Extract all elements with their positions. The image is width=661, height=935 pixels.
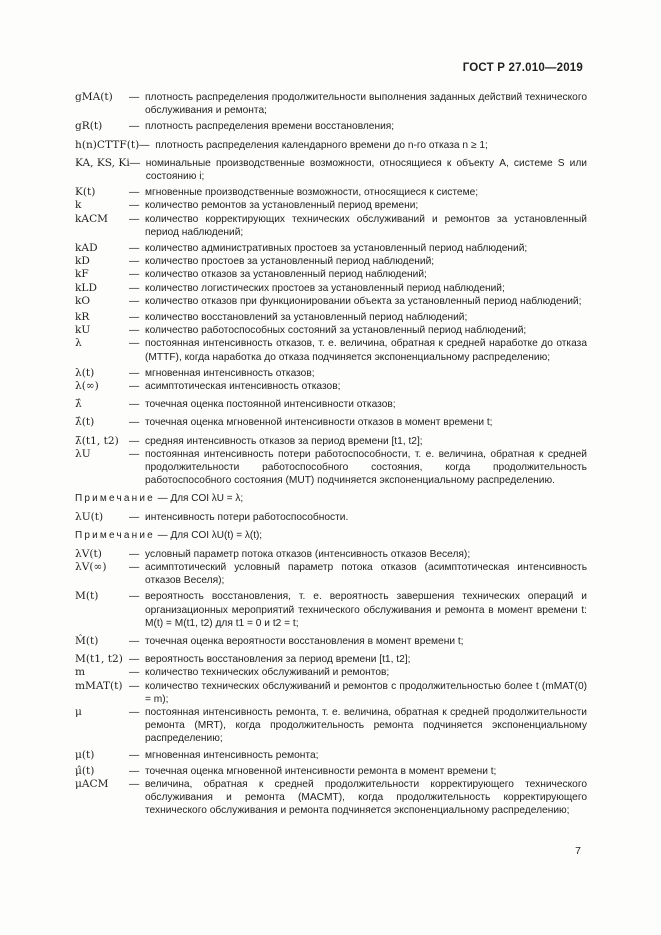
symbol: K(t) [75, 186, 96, 199]
dash: — [129, 511, 140, 523]
dash: — [129, 187, 140, 199]
definition: количество работоспособных состояний за установленный период наблюдений; [145, 325, 527, 337]
symbol: λU(t) [75, 510, 104, 523]
definition: количество логистических простоев за установленный период наблюдений; [145, 282, 505, 294]
symbol: λ̂ [75, 398, 82, 411]
definition: количество отказов при функционировании объекта за установленный период наблюдений; [145, 295, 582, 307]
list-item [75, 295, 587, 308]
dash: — [129, 448, 140, 460]
symbol: k [75, 199, 82, 212]
symbol: λ [75, 337, 82, 350]
dash: — [129, 92, 140, 103]
symbol: μACM [75, 777, 109, 790]
definition: постоянная интенсивность отказов, т. е. величина, обратная к средней наработке до отказа (MTTF), когда наработка до отказа подчиняется экспоненциальному распределению; [145, 338, 587, 363]
list-item [75, 435, 587, 448]
note [75, 529, 587, 543]
dash: — [129, 749, 140, 761]
list-item [75, 324, 587, 337]
symbol: μ [75, 705, 82, 718]
definition: количество восстановлений за установленный период наблюдений; [145, 312, 468, 324]
list-item [75, 448, 587, 488]
list-item [75, 367, 587, 380]
dash: — [129, 295, 140, 307]
list-item [75, 186, 587, 199]
definition: вероятность восстановления за период времени [t1, t2]; [145, 654, 411, 666]
dash: — [129, 256, 140, 268]
dash: — [129, 765, 140, 777]
symbol: λ(∞) [75, 380, 99, 393]
symbol: gR(t) [75, 120, 103, 133]
definition: асимптотическая интенсивность отказов; [145, 381, 341, 393]
list-item [75, 653, 587, 666]
symbol: λV(t) [75, 547, 102, 560]
dash: — [129, 121, 140, 133]
dash: — [129, 325, 140, 337]
symbol: λ̄(t1, t2) [75, 434, 119, 447]
definition: плотность распределения времени восстановления; [145, 121, 395, 133]
definition: количество отказов за установленный период наблюдений; [145, 269, 427, 281]
definition: интенсивность потери работоспособности. [145, 511, 349, 523]
definition: условный параметр потока отказов (интенсивность отказов Веселя); [145, 548, 471, 560]
definition: мгновенные производственные возможности, относящиеся к системе; [145, 187, 479, 199]
dash: — [129, 213, 140, 225]
list-item [75, 91, 587, 117]
dash: — [129, 561, 140, 573]
list-item [75, 337, 587, 363]
symbol: mMAT(t) [75, 679, 123, 692]
definition: плотность распределения продолжительности выполнения заданных действий технического обслуживания и ремонта; [145, 92, 587, 117]
definition: точечная оценка мгновенной интенсивности отказов в момент времени t; [145, 417, 493, 429]
dash: — [129, 548, 140, 560]
list-item [75, 380, 587, 393]
symbol: M(t) [75, 590, 99, 603]
definition: постоянная интенсивность потери работоспособности, т. е. величина, обратная к средней продолжительности работоспособного состояния, когда продолжительность работоспособного состояния (MUT) подчиняется экспоненциальному распределению. [145, 448, 587, 487]
definition: количество технических обслуживаний и ремонтов с продолжительностью более t (mMAT(0) = m); [145, 680, 587, 705]
list-item [75, 666, 587, 679]
definition: плотность распределения календарного времени до n-го отказа n ≥ 1; [155, 139, 488, 151]
dash: — [129, 654, 140, 666]
symbol: λV(∞) [75, 560, 107, 573]
dash: — [129, 367, 140, 379]
dash: — [129, 243, 140, 255]
list-item [75, 242, 587, 255]
dash: — [139, 139, 150, 151]
symbol: λU [75, 447, 91, 460]
dash: — [129, 399, 140, 411]
symbol: kD [75, 255, 90, 268]
document-header: ГОСТ Р 27.010—2019 [462, 62, 583, 74]
symbol: λ(t) [75, 366, 95, 379]
note [75, 492, 587, 506]
definition: количество технических обслуживаний и ремонтов; [145, 667, 390, 679]
dash: — [129, 635, 140, 647]
symbol: kU [75, 324, 91, 337]
symbol: μ(t) [75, 748, 95, 761]
symbol: kR [75, 311, 90, 324]
list-item [75, 120, 587, 133]
symbol: m [75, 666, 86, 679]
definition: средняя интенсивность отказов за период времени [t1, t2]; [145, 435, 423, 447]
note-label: Примечание [75, 530, 155, 542]
list-item [75, 778, 587, 818]
definition: асимптотический условный параметр потока отказов (асимптотическая интенсивность отказов Веселя); [145, 561, 587, 587]
symbol: λ̂(t) [75, 416, 95, 429]
definition: точечная оценка вероятности восстановления в момент времени t; [145, 635, 464, 647]
symbol: M(t1, t2) [75, 653, 123, 666]
symbol: h(n)CTTF(t) [75, 138, 140, 151]
list-item [75, 199, 587, 212]
list-item [75, 398, 587, 411]
definition: мгновенная интенсивность отказов; [145, 367, 315, 379]
symbol: M̂(t) [75, 634, 99, 647]
symbol: kAD [75, 242, 98, 255]
symbol: kLD [75, 281, 97, 294]
symbol: kF [75, 268, 89, 281]
dash: — [129, 778, 140, 790]
list-item [75, 749, 587, 762]
list-item [75, 706, 587, 746]
symbol: gMA(t) [75, 91, 113, 103]
page-number: 7 [575, 845, 581, 857]
note-text: — Для COI λU = λ; [157, 493, 244, 505]
list-item [75, 635, 587, 648]
note-label: Примечание [75, 493, 155, 505]
list-item [75, 590, 587, 630]
definition: постоянная интенсивность ремонта, т. е. величина, обратная к средней продолжительности ремонта (MRT), когда продолжительность ремонта подчиняется экспоненциальному распределению; [145, 706, 587, 745]
note-text: — Для COI λU(t) = λ(t); [157, 530, 263, 542]
definition: величина, обратная к средней продолжительности корректирующего технического обслуживания и ремонта (MACMT), когда продолжительность корректирующего технического обслуживания и ремонта подчиняется экспоненциальному распределению; [145, 778, 587, 817]
list-item [75, 213, 587, 239]
list-item [75, 139, 587, 152]
list-item [75, 765, 587, 778]
dash: — [129, 381, 140, 393]
definition: точечная оценка мгновенной интенсивности ремонта в момент времени t; [145, 765, 497, 777]
symbol: μ̂(t) [75, 764, 95, 777]
dash: — [129, 312, 140, 324]
symbols-list [75, 91, 587, 818]
symbol: kO [75, 294, 91, 307]
definition: точечная оценка постоянной интенсивности отказов; [145, 399, 396, 411]
definition: количество ремонтов за установленный период времени; [145, 200, 419, 212]
symbol: KA, KS, Ki [75, 156, 130, 169]
dash: — [129, 591, 140, 603]
definition: мгновенная интенсивность ремонта; [145, 749, 319, 761]
list-item [75, 680, 587, 706]
dash: — [129, 680, 140, 692]
list-item [75, 561, 587, 587]
dash: — [129, 269, 140, 281]
symbol: kACM [75, 212, 109, 225]
list-item [75, 282, 587, 295]
dash: — [129, 706, 140, 718]
list-item [75, 416, 587, 429]
definition: номинальные производственные возможности, относящиеся к объекту A, системе S или состоянию i; [145, 157, 587, 183]
definition: количество административных простоев за установленный период наблюдений; [145, 243, 528, 255]
dash: — [129, 157, 140, 169]
definition: количество простоев за установленный период наблюдений; [145, 256, 435, 268]
dash: — [129, 667, 140, 679]
definition: вероятность восстановления, т. е. вероятность завершения технических операций и организационных мероприятий технического обслуживания и ремонта в момент времени t: M(t) = M(t1, t2) для t1 = 0 и t2 = t; [145, 591, 587, 629]
dash: — [129, 435, 140, 447]
list-item [75, 157, 587, 183]
list-item [75, 511, 587, 524]
list-item [75, 255, 587, 268]
list-item [75, 268, 587, 281]
dash: — [129, 200, 140, 212]
dash: — [129, 338, 140, 350]
list-item [75, 311, 587, 324]
dash: — [129, 417, 140, 429]
dash: — [129, 282, 140, 294]
list-item [75, 548, 587, 561]
definition: количество корректирующих технических обслуживаний и ремонтов за установленный период наблюдений; [145, 213, 587, 238]
